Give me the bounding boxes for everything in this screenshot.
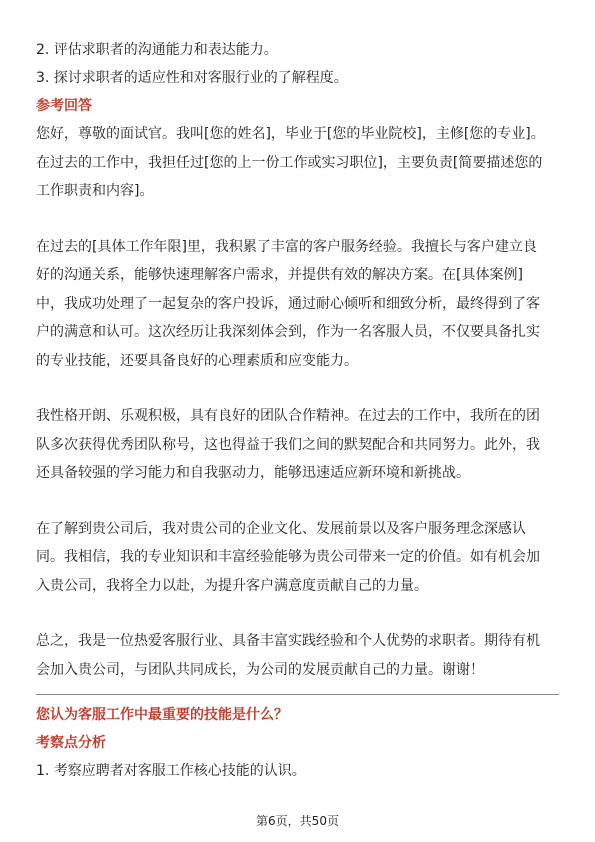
text-line: 中，我成功处理了一起复杂的客户投诉，通过耐心倾听和细致分析，最终得到了客 xyxy=(36,295,540,312)
intro-item: 3. 探讨求职者的适应性和对客服行业的了解程度。 xyxy=(36,70,348,86)
text-line: 在了解到贵公司后，我对贵公司的企业文化、发展前景以及客户服务理念深感认 xyxy=(36,520,526,537)
text-line: 好的沟通关系，能够快速理解客户需求，并提供有效的解决方案。在[具体案例] xyxy=(36,267,523,283)
text-line: 会加入贵公司，与团队共同成长，为公司的发展贡献自己的力量。谢谢！ xyxy=(36,661,484,678)
text-line: 入贵公司，我将全力以赴，为提升客户满意度贡献自己的力量。 xyxy=(36,577,428,594)
text-line: 队多次获得优秀团队称号，这也得益于我们之间的默契配合和共同努力。此外，我 xyxy=(36,436,540,453)
text-line: 您好，尊敬的面试官。我叫[您的姓名]，毕业于[您的毕业院校]，主修[您的专业]。 xyxy=(36,126,545,142)
text-line: 同。我相信，我的专业知识和丰富经验能够为贵公司带来一定的价值。如有机会加 xyxy=(36,549,540,565)
text-line: 我性格开朗、乐观积极，具有良好的团队合作精神。在过去的工作中，我所在的团 xyxy=(36,408,540,424)
answer-paragraph xyxy=(36,515,559,601)
text-line: 还具备较强的学习能力和自我驱动力，能够迅速适应新环境和新挑战。 xyxy=(36,465,470,481)
text-line: 工作职责和内容]。 xyxy=(36,183,154,199)
answer-paragraph xyxy=(36,402,559,488)
text-line: 户的满意和认可。这次经历让我深刻体会到，作为一名客服人员，不仅要具备扎实 xyxy=(36,324,540,340)
section-divider xyxy=(36,694,559,695)
text-line: 的专业技能，还要具备良好的心理素质和应变能力。 xyxy=(36,352,358,369)
document-body xyxy=(36,36,559,785)
answer-paragraph xyxy=(36,233,559,376)
analysis-item: 1. 考察应聘者对客服工作核心技能的认识。 xyxy=(36,763,306,779)
text-line: 在过去的工作中，我担任过[您的上一份工作或实习职位]，主要负责[简要描述您的 xyxy=(36,154,543,171)
reference-answer-heading: 参考回答 xyxy=(36,98,92,114)
analysis-heading: 考察点分析 xyxy=(36,735,106,751)
intro-item: 2. 评估求职者的沟通能力和表达能力。 xyxy=(36,42,278,58)
text-line: 在过去的[具体工作年限]里，我积累了丰富的客户服务经验。我擅长与客户建立良 xyxy=(36,238,537,255)
answer-paragraph xyxy=(36,120,559,206)
question-heading: 您认为客服工作中最重要的技能是什么？ xyxy=(36,707,288,723)
text-line: 总之，我是一位热爱客服行业、具备丰富实践经验和个人优势的求职者。期待有机 xyxy=(36,633,540,649)
page-number: 第6页，共50页 xyxy=(256,814,339,828)
answer-paragraph xyxy=(36,627,559,684)
